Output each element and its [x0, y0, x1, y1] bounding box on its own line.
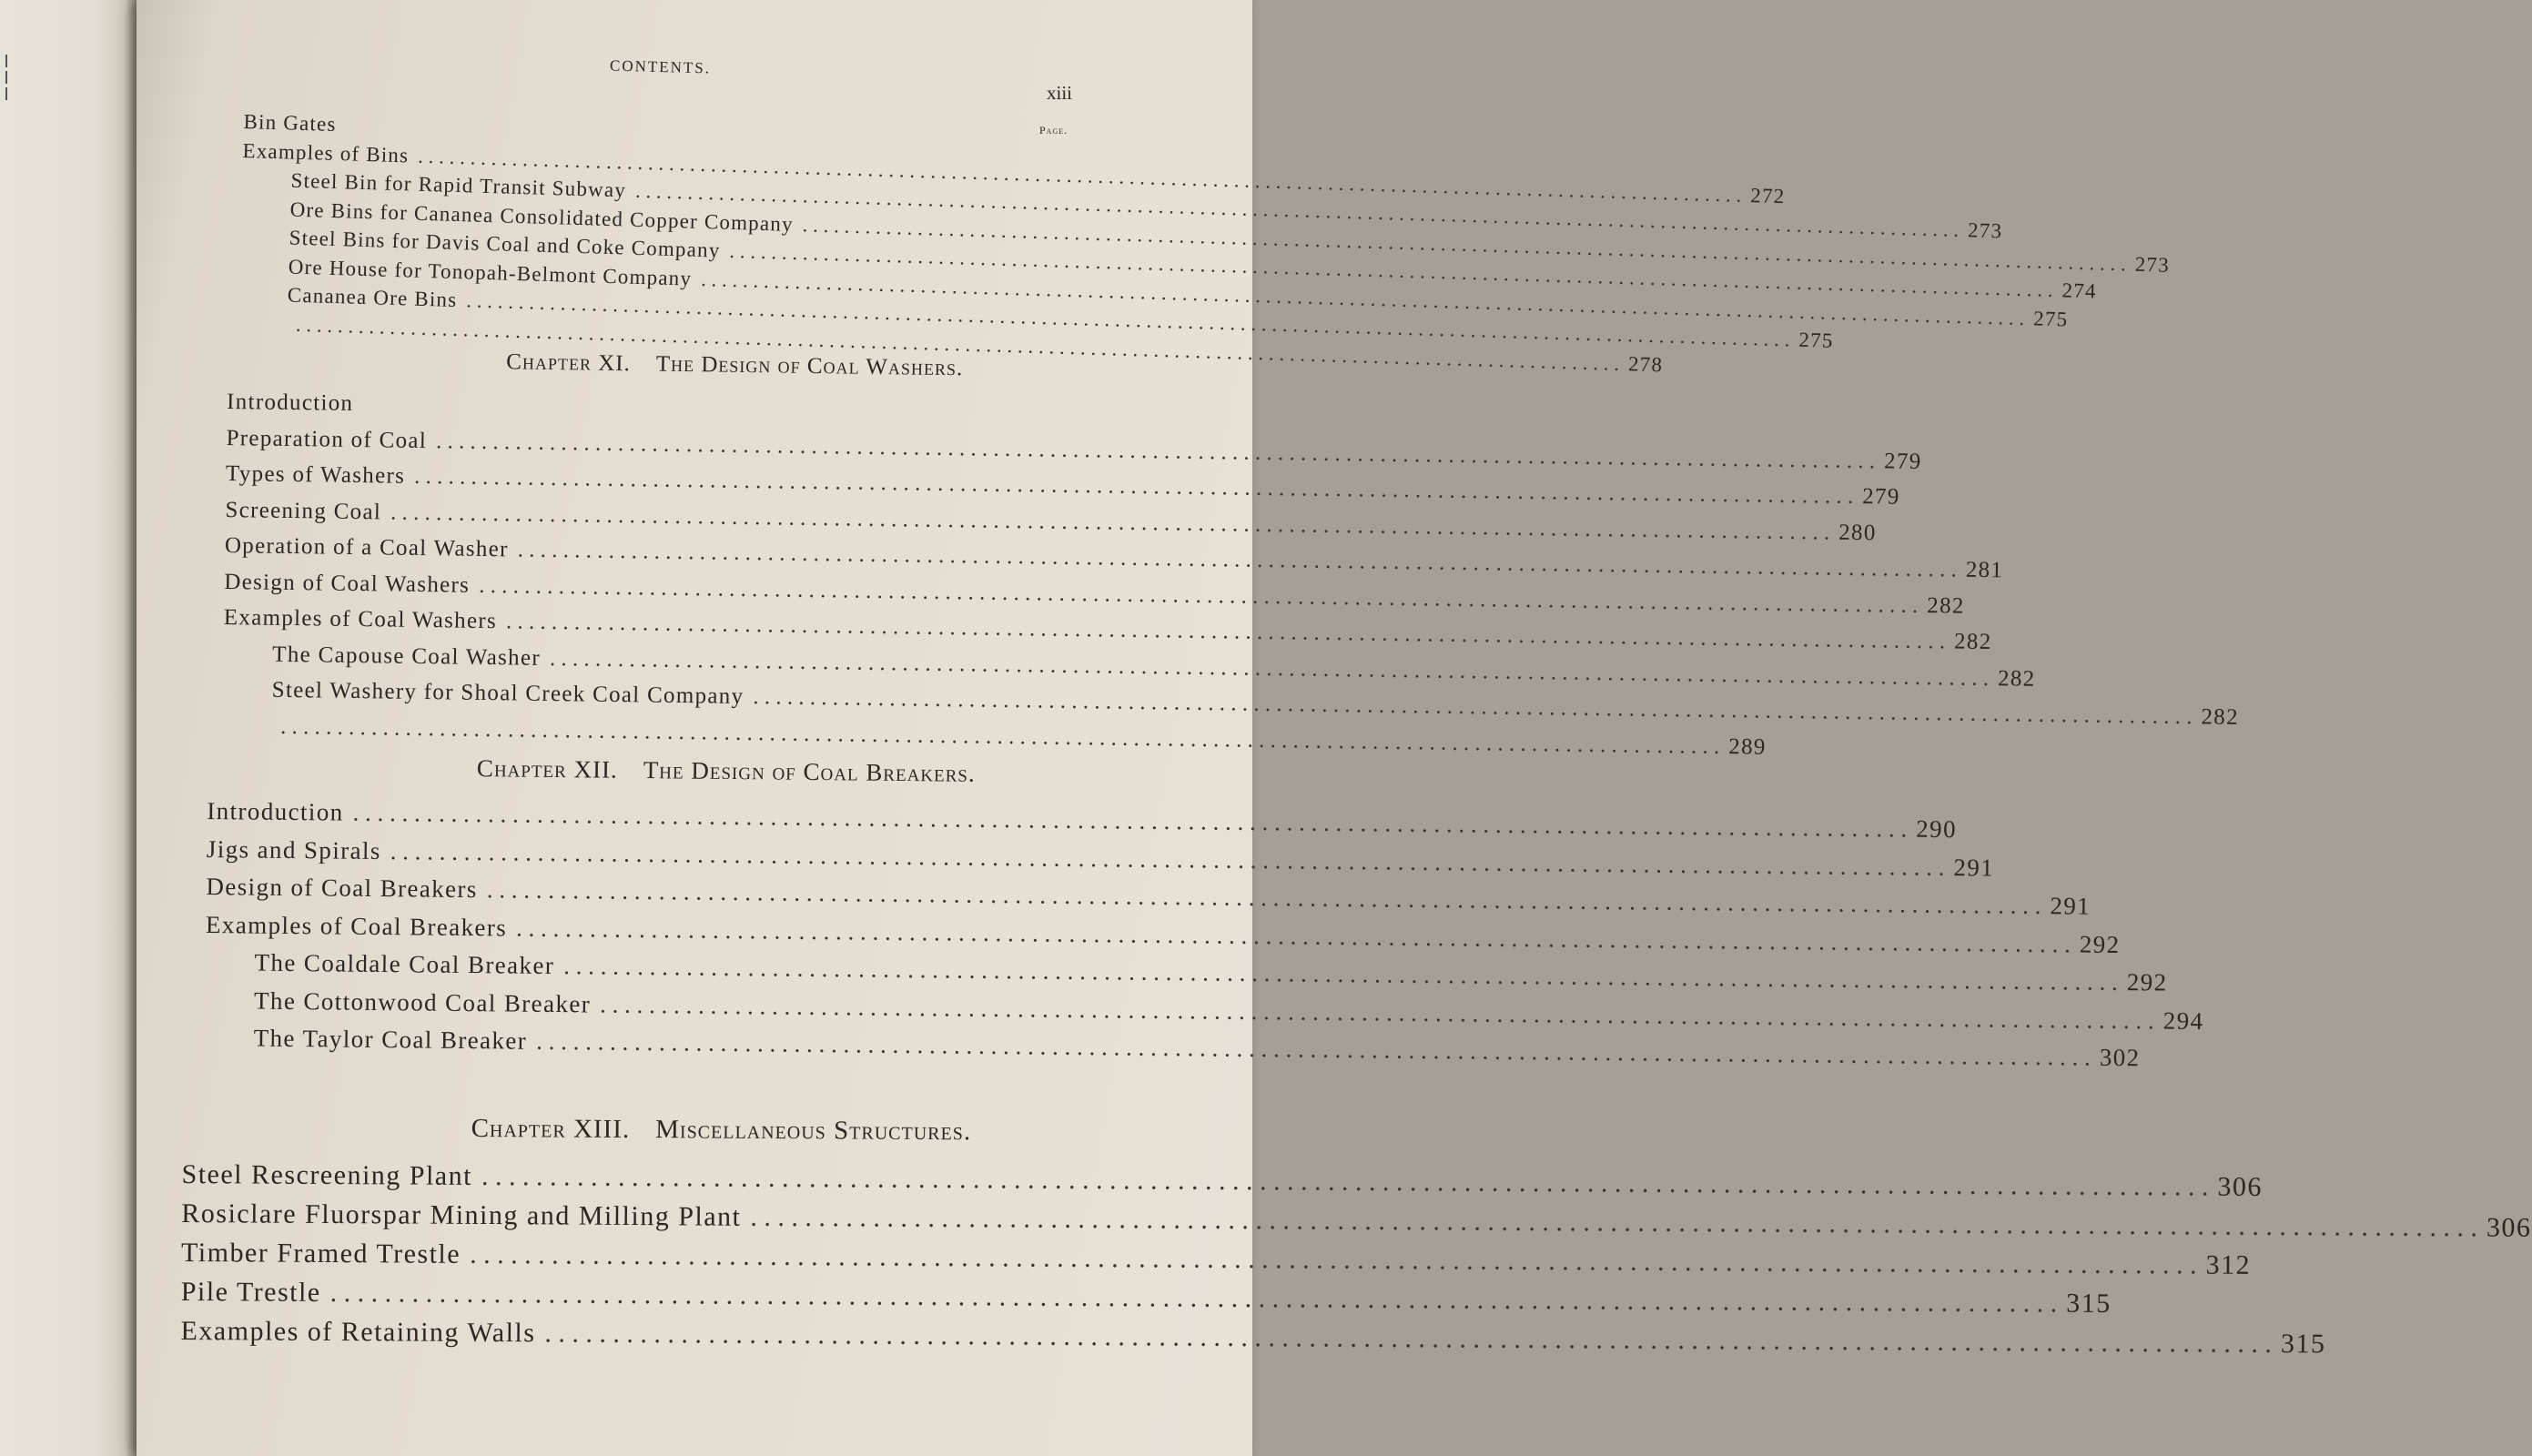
toc-section-bins: [238, 107, 2171, 376]
entry-title: The Capouse Coal Washer: [272, 642, 542, 671]
entry-page-number: 282: [1997, 665, 2036, 692]
toc-entry: [181, 1155, 2264, 1202]
entry-page-number: 292: [2126, 968, 2168, 996]
entry-page-number: 312: [2205, 1249, 2252, 1280]
chapter-number: Chapter XIII.: [471, 1113, 631, 1145]
chapter-heading: [208, 752, 1245, 791]
toc-chapter-13: [180, 1112, 2532, 1360]
entry-title: Screening Coal: [225, 497, 382, 524]
chapter-title: The Design of Coal Washers.: [655, 351, 964, 381]
entry-title: Types of Washers: [225, 460, 406, 489]
entry-title: Operation of a Coal Washer: [224, 532, 509, 562]
entry-page-number: 294: [2162, 1006, 2204, 1035]
entry-page-number: 291: [1953, 853, 1995, 882]
entry-title: Ore House for Tonopah-Belmont Company: [288, 255, 693, 290]
entry-title: Steel Bins for Davis Coal and Coke Company: [289, 226, 721, 262]
entry-title: Design of Coal Breakers: [206, 872, 478, 904]
toc-entry: [181, 1194, 2532, 1243]
entry-page-number: 279: [1883, 448, 1922, 474]
entry-page-number: 274: [2061, 278, 2098, 303]
entry-title: Jigs and Spirals: [206, 834, 381, 864]
toc-list: [238, 107, 2171, 376]
entry-page-number: 302: [2099, 1043, 2141, 1072]
chapter-number: Chapter XII.: [476, 754, 618, 784]
running-head: CONTENTS.: [609, 56, 712, 77]
entry-page-number: 315: [2280, 1329, 2326, 1360]
facing-page-edge: [0, 0, 137, 1456]
entry-page-number: 272: [1750, 183, 1786, 207]
entry-title: The Coaldale Coal Breaker: [254, 948, 555, 980]
entry-title: Steel Bin for Rapid Transit Subway: [290, 168, 627, 202]
toc-list: [222, 384, 2240, 760]
entry-page-number: 275: [1798, 328, 1834, 352]
chapter-heading: [182, 1112, 1261, 1148]
toc-list: [180, 1155, 2532, 1360]
book-page: [137, 0, 2532, 1456]
entry-page-number: 281: [1965, 557, 2004, 583]
entry-title: The Cottonwood Coal Breaker: [253, 986, 592, 1017]
entry-title: Bin Gates: [243, 109, 338, 136]
entry-page-number: 282: [1927, 592, 1965, 619]
facing-page-marks: [0, 55, 9, 104]
entry-title: Introduction: [207, 796, 344, 826]
entry-title: Steel Washery for Shoal Creek Coal Company: [271, 677, 744, 709]
entry-page-number: 292: [2079, 930, 2121, 958]
entry-page-number: 282: [1953, 629, 1992, 655]
entry-page-number: 306: [2486, 1212, 2532, 1243]
page-column-label: Page.: [1039, 124, 1069, 136]
entry-page-number: 273: [2134, 252, 2171, 277]
entry-title: Steel Rescreening Plant: [181, 1158, 473, 1191]
page-number: xiii: [1047, 82, 1073, 104]
entry-title: Cananea Ore Bins: [287, 283, 458, 312]
chapter-title: Miscellaneous Structures.: [655, 1115, 972, 1147]
entry-page-number: 315: [2066, 1288, 2112, 1319]
entry-title: Examples of Coal Breakers: [205, 910, 508, 941]
toc-entry: [180, 1311, 2326, 1360]
toc-chapter-12: [204, 752, 2204, 1072]
entry-page-number: 278: [1627, 351, 1664, 376]
chapter-title: The Design of Coal Breakers.: [643, 756, 976, 787]
toc-entry: [180, 1233, 2252, 1280]
entry-title: Introduction: [226, 389, 354, 416]
entry-title: Design of Coal Washers: [224, 569, 471, 598]
entry-title: Rosiclare Fluorspar Mining and Milling Plant: [181, 1198, 742, 1232]
chapter-number: Chapter XI.: [506, 349, 632, 377]
toc-entry: [180, 1272, 2112, 1319]
entry-page-number: 289: [1728, 733, 1767, 760]
entry-page-number: 280: [1838, 520, 1877, 545]
entry-title: [222, 732, 271, 733]
entry-title: Examples of Bins: [242, 138, 410, 167]
entry-page-number: 290: [1916, 814, 1958, 844]
entry-title: The Taylor Coal Breaker: [253, 1024, 528, 1055]
entry-title: Timber Framed Trestle: [180, 1237, 461, 1269]
entry-title: [238, 329, 287, 330]
entry-title: Examples of Coal Washers: [223, 604, 498, 634]
entry-page-number: 279: [1862, 484, 1900, 510]
toc-list: [204, 793, 2204, 1072]
entry-page-number: 306: [2217, 1171, 2264, 1202]
entry-title: Examples of Retaining Walls: [180, 1315, 536, 1349]
entry-title: Pile Trestle: [180, 1276, 321, 1308]
entry-page-number: 275: [2032, 306, 2069, 331]
entry-page-number: 291: [2050, 892, 2091, 920]
entry-title: Preparation of Coal: [226, 425, 428, 453]
entry-page-number: 273: [1967, 218, 2003, 243]
entry-title: Ore Bins for Cananea Consolidated Copper Company: [289, 197, 795, 236]
entry-page-number: 282: [2201, 704, 2240, 730]
